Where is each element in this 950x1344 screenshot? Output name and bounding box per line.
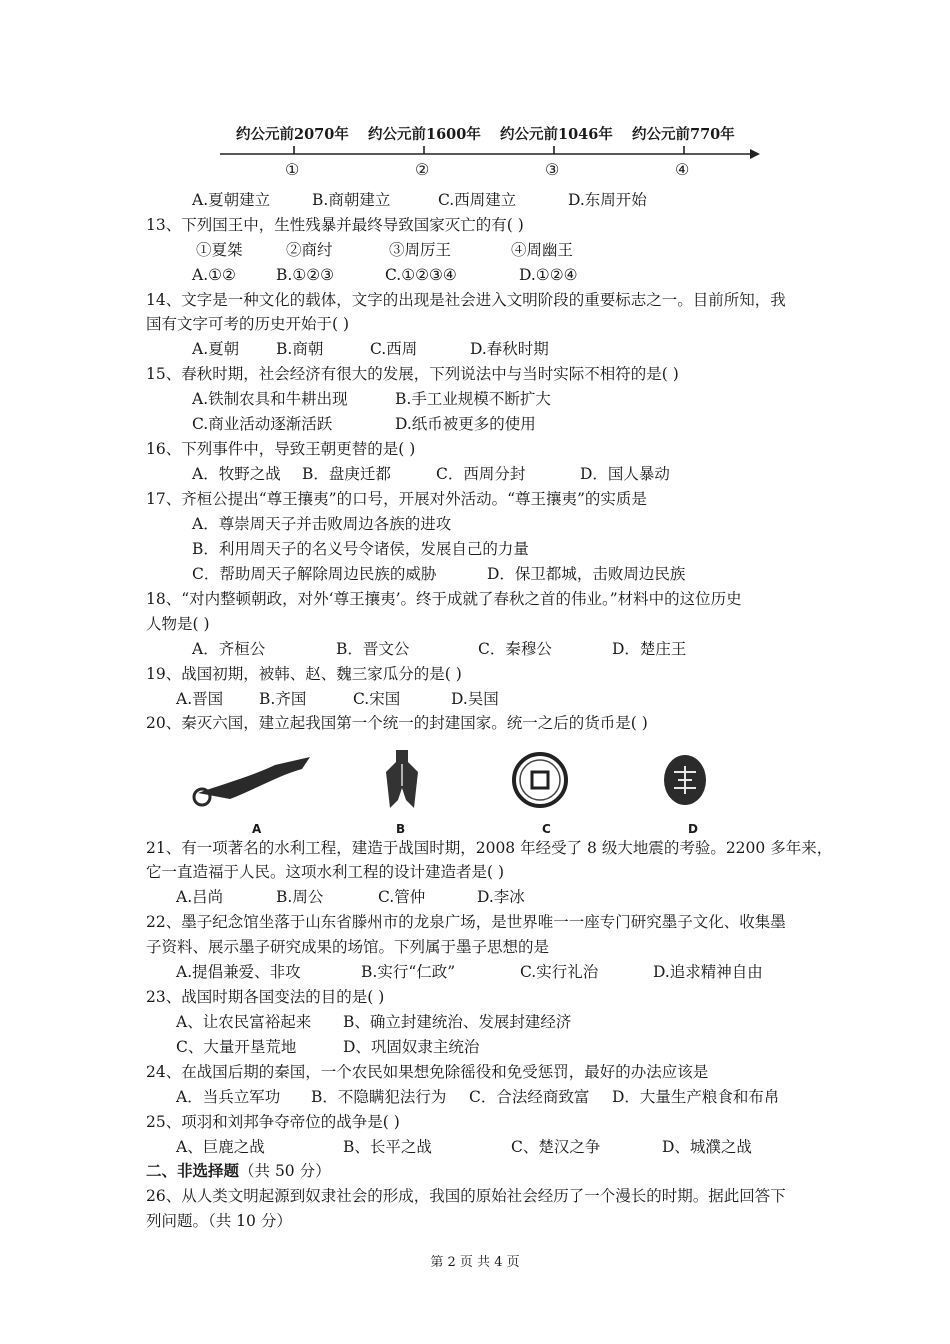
question-14: 14、文字是一种文化的载体，文字的出现是社会进入文明阶段的重要标志之一。目前所知，我: [146, 291, 786, 309]
coin-label: B: [396, 822, 406, 836]
item: ④周幽王: [511, 241, 574, 259]
section-title: 二、非选择题: [146, 1161, 240, 1180]
option: B.商朝建立: [312, 191, 391, 209]
question-26-cont: 列问题。（共 10 分）: [146, 1212, 292, 1230]
option: D.吴国: [451, 690, 499, 708]
item: ①夏桀: [196, 241, 243, 259]
spade-coin-image: [382, 748, 422, 813]
option: C.实行礼治: [520, 963, 599, 981]
question-17: 17、齐桓公提出“尊王攘夷”的口号，开展对外活动。“尊王攘夷”的实质是: [146, 490, 647, 508]
option: C、大量开垦荒地: [176, 1038, 297, 1056]
ant-nose-coin-image: [660, 752, 710, 808]
option: B.齐国: [259, 690, 307, 708]
question-19: 19、战国初期，被韩、赵、魏三家瓜分的是( ): [146, 665, 462, 683]
option: C.管仲: [378, 888, 426, 906]
question-21-cont: 它一直造福于人民。这项水利工程的设计建造者是( ): [146, 863, 505, 881]
timeline-marker: ④: [675, 160, 690, 179]
option: C.西周: [370, 340, 418, 358]
option: C.商业活动逐渐活跃: [192, 415, 333, 433]
option: A.铁制农具和牛耕出现: [192, 390, 348, 408]
option: C．帮助周天子解除周边民族的威胁: [192, 565, 437, 583]
page-footer: 第 2 页 共 4 页: [430, 1255, 520, 1270]
option: B.实行“仁政”: [361, 963, 456, 981]
option: A．尊崇周天子并击败周边各族的进攻: [192, 515, 452, 533]
question-14-cont: 国有文字可考的历史开始于( ): [146, 315, 350, 333]
option: B．晋文公: [336, 640, 410, 658]
option: A.①②: [192, 266, 236, 284]
question-13: 13、下列国王中，生性残暴并最终导致国家灭亡的有( ): [146, 216, 524, 234]
option: D．大量生产粮食和布帛: [612, 1088, 780, 1106]
question-24: 24、在战国后期的秦国，一个农民如果想免除徭役和免受惩罚，最好的办法应该是: [146, 1063, 709, 1081]
option: B．盘庚迁都: [302, 465, 391, 483]
option: A.吕尚: [176, 888, 224, 906]
knife-coin-image: [190, 755, 320, 810]
section-note: （共 50 分）: [239, 1162, 331, 1180]
option: A．牧野之战: [192, 465, 281, 483]
round-coin-image: [510, 750, 570, 810]
option: D、城濮之战: [662, 1138, 752, 1156]
option: D．保卫都城，击败周边民族: [487, 565, 686, 583]
option: B、确立封建统治、发展封建经济: [343, 1013, 572, 1031]
coin-label: C: [542, 822, 551, 836]
question-18: 18、“对内整顿朝政，对外‘尊王攘夷’。终于成就了春秋之首的伟业。”材料中的这位历史: [146, 590, 742, 608]
timeline-label: 约公元前770年: [632, 126, 735, 143]
option: C.宋国: [353, 690, 401, 708]
option: C．合法经商致富: [469, 1088, 590, 1106]
option: C．秦穆公: [478, 640, 552, 658]
timeline-marker: ②: [415, 160, 430, 179]
option: A.晋国: [176, 690, 224, 708]
option: B.商朝: [276, 340, 324, 358]
option: D.李冰: [477, 888, 525, 906]
option: C、楚汉之争: [511, 1138, 601, 1156]
option: D．楚庄王: [612, 640, 687, 658]
option: A.提倡兼爱、非攻: [176, 963, 301, 981]
timeline-axis: [215, 145, 760, 161]
option: B．利用周天子的名义号令诸侯，发展自己的力量: [192, 540, 529, 558]
option: B.周公: [276, 888, 324, 906]
question-22-cont: 子资料、展示墨子研究成果的场馆。下列属于墨子思想的是: [146, 938, 550, 956]
option: C.①②③④: [385, 266, 457, 284]
option: D.追求精神自由: [653, 963, 763, 981]
question-25: 25、项羽和刘邦争夺帝位的战争是( ): [146, 1113, 400, 1131]
question-26: 26、从人类文明起源到奴隶社会的形成，我国的原始社会经历了一个漫长的时期。据此回答下: [146, 1187, 786, 1205]
question-15: 15、春秋时期，社会经济有很大的发展，下列说法中与当时实际不相符的是( ): [146, 365, 679, 383]
timeline-label: 约公元前2070年: [236, 126, 349, 143]
option: B.①②③: [276, 266, 335, 284]
question-23: 23、战国时期各国变法的目的是( ): [146, 988, 385, 1006]
option: D.纸币被更多的使用: [395, 415, 536, 433]
question-16: 16、下列事件中，导致王朝更替的是( ): [146, 440, 416, 458]
question-20: 20、秦灭六国，建立起我国第一个统一的封建国家。统一之后的货币是( ): [146, 714, 648, 732]
timeline-label: 约公元前1600年: [368, 126, 481, 143]
item: ③周厉王: [389, 241, 452, 259]
coin-label: D: [688, 822, 698, 836]
option: A.夏朝建立: [192, 191, 271, 209]
coin-figure: [150, 740, 740, 840]
timeline-label: 约公元前1046年: [500, 126, 613, 143]
section-heading: [146, 1161, 331, 1181]
option: A.夏朝: [192, 340, 240, 358]
question-18-cont: 人物是( ): [146, 615, 210, 633]
option: C.西周建立: [438, 191, 517, 209]
option: B.手工业规模不断扩大: [395, 390, 551, 408]
timeline-marker: ③: [545, 160, 560, 179]
option: D．国人暴动: [580, 465, 670, 483]
option: A．齐桓公: [192, 640, 266, 658]
item: ②商纣: [286, 241, 333, 259]
coin-label: A: [252, 822, 262, 836]
option: B．不隐瞒犯法行为: [311, 1088, 447, 1106]
option: D、巩固奴隶主统治: [343, 1038, 480, 1056]
option: A、巨鹿之战: [176, 1138, 265, 1156]
option: A．当兵立军功: [176, 1088, 281, 1106]
option: B、长平之战: [343, 1138, 432, 1156]
question-21: 21、有一项著名的水利工程，建造于战国时期，2008 年经受了 8 级大地震的考验。2200 多年来，: [146, 839, 833, 857]
timeline-marker: ①: [285, 160, 300, 179]
option: D.①②④: [519, 266, 578, 284]
option: D.东周开始: [568, 191, 647, 209]
option: D.春秋时期: [470, 340, 549, 358]
option: C．西周分封: [436, 465, 526, 483]
option: A、让农民富裕起来: [176, 1013, 312, 1031]
question-22: 22、墨子纪念馆坐落于山东省滕州市的龙泉广场，是世界唯一一座专门研究墨子文化、收集墨: [146, 913, 786, 931]
